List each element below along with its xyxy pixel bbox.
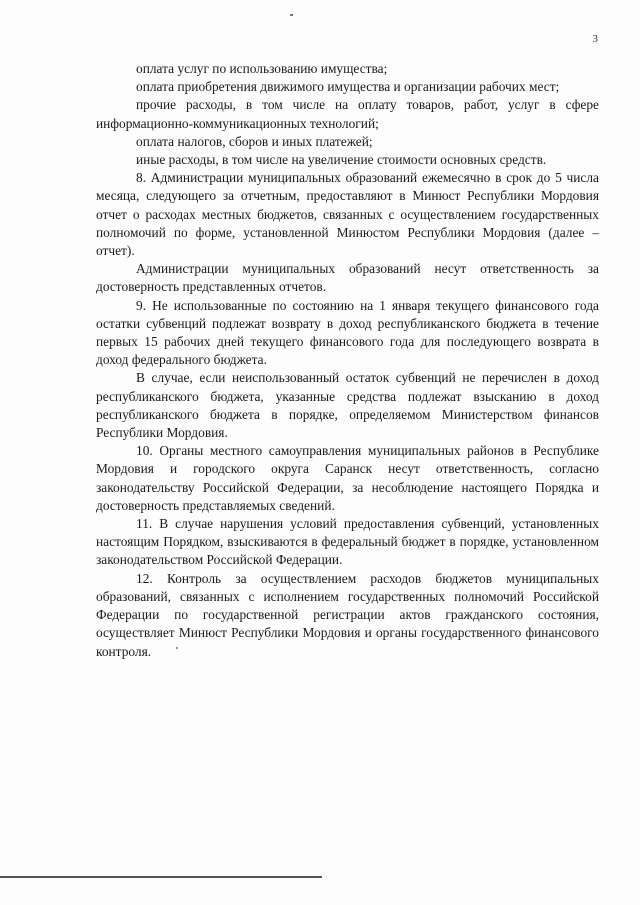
paragraph: В случае, если неиспользованный остаток субвенций не перечислен в доход республиканского бюджета, указанные средства подлежат взысканию в доход республиканского бюджета в порядке, определяемом Министерством финансов Республики Мордовия.: [96, 370, 599, 441]
paragraph: Администрации муниципальных образований несут ответственность за достоверность представленных отчетов.: [96, 261, 599, 295]
scan-edge-line: [0, 876, 322, 878]
paragraph: оплата приобретения движимого имущества и организации рабочих мест;: [136, 79, 560, 95]
paragraph-item-11: 11. В случае нарушения условий предоставления субвенций, установленных настоящим Порядком, взыскиваются в федеральный бюджет в порядке, установленном законодательством Российской Федерации.: [96, 516, 599, 568]
page-number: 3: [592, 33, 598, 45]
scan-artifact-dot: [176, 647, 178, 649]
paragraph-item-9: 9. Не использованные по состоянию на 1 января текущего финансового года остатки субвенций подлежат возврату в доход республиканского бюджета в течение первых 15 рабочих дней текущего финансового года для последующего возврата в доход федерального бюджета.: [96, 297, 599, 368]
paragraph-item-10: 10. Органы местного самоуправления муниципальных районов в Республике Мордовия и городского округа Саранск несут ответственность, согласно законодательству Российской Федерации, за несоблюдение настоящего Порядка и достоверность представляемых сведений.: [96, 443, 599, 513]
paragraph-item-8: 8. Администрации муниципальных образований ежемесячно в срок до 5 числа месяца, следующего за отчетным, предоставляют в Минюст Республики Мордовия отчет о расходах местных бюджетов, связанных с осуществлением государственных полномочий по форме, установленной Минюстом Республики Мордовия (далее – отчет).: [96, 170, 599, 259]
paragraph: оплата налогов, сборов и иных платежей;: [136, 133, 373, 149]
paragraph: прочие расходы, в том числе на оплату товаров, работ, услуг в сфере информационно-коммуникационных технологий;: [96, 97, 599, 131]
paragraph: оплата услуг по использованию имущества;: [136, 61, 388, 76]
document-body: [96, 60, 599, 661]
paragraph-item-12: 12. Контроль за осуществлением расходов бюджетов муниципальных образований, связанных с исполнением государственных полномочий Российской Федерации по государственной регистрации актов гражданского состояния, осуществляет Минюст Республики Мордовия и органы государственного финансового контроля.: [96, 570, 599, 659]
scan-artifact-mark: [290, 14, 293, 16]
paragraph: иные расходы, в том числе на увеличение стоимости основных средств.: [136, 152, 547, 168]
